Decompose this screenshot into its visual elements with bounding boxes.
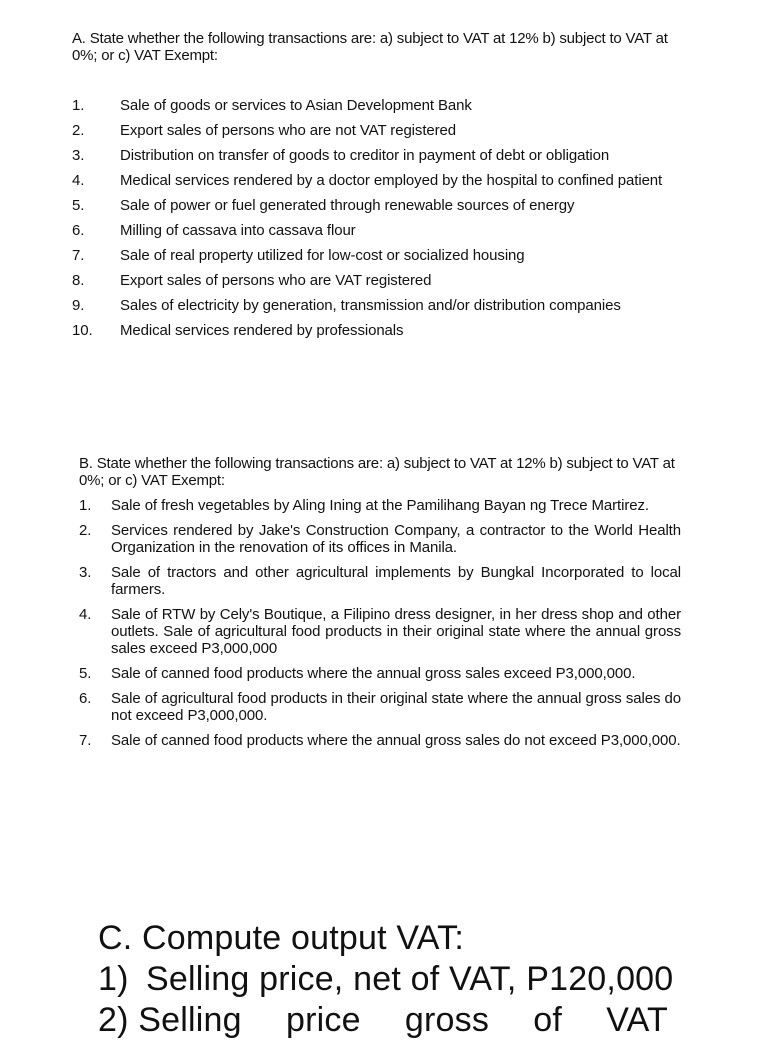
item-number: 10.: [72, 322, 93, 339]
list-item: [0, 606, 768, 657]
item-text: Sale of canned food products where the annual gross sales do not exceed P3,000,000.: [111, 732, 681, 749]
item-text: Sale of RTW by Cely's Boutique, a Filipino dress designer, in her dress shop and other outlets. Sale of agricultural food products in their original state where the annual gross sales exceed P3,000,000: [111, 606, 681, 657]
list-item: [0, 732, 768, 749]
line-text: Selling price, net of VAT, P120,000: [146, 960, 674, 998]
item-number: 1.: [72, 97, 85, 114]
list-item: [0, 172, 768, 189]
line-word: price: [285, 1001, 361, 1039]
section-b-instruction: B. State whether the following transactions are: a) subject to VAT at 12% b) subject to VAT at 0%; or c) VAT Exempt:: [79, 455, 675, 489]
item-text: Medical services rendered by professionals: [120, 322, 404, 339]
item-text: Sale of tractors and other agricultural implements by Bungkal Incorporated to local farmers.: [111, 564, 681, 598]
item-number: 8.: [72, 272, 85, 289]
item-number: 2.: [79, 522, 92, 539]
item-text: Export sales of persons who are not VAT registered: [120, 122, 457, 139]
item-number: 4.: [72, 172, 85, 189]
item-number: 3.: [79, 564, 92, 581]
list-item: [0, 522, 768, 556]
section-c: [0, 918, 768, 1041]
list-item: [0, 147, 768, 164]
section-c-line-2: [0, 1000, 768, 1041]
line-word: of: [533, 1001, 563, 1039]
section-a-list: [0, 97, 768, 339]
list-item: [0, 564, 768, 598]
list-item: [0, 122, 768, 139]
section-a-instruction: A. State whether the following transactions are: a) subject to VAT at 12% b) subject to VAT at 0%; or c) VAT Exempt:: [72, 30, 668, 64]
section-a: [0, 30, 768, 347]
item-number: 5.: [79, 665, 92, 682]
list-item: [0, 297, 768, 314]
item-number: 9.: [72, 297, 85, 314]
item-number: 7.: [72, 247, 85, 264]
item-number: 3.: [72, 147, 85, 164]
list-item: [0, 97, 768, 114]
section-b-list: [0, 497, 768, 749]
item-text: Sales of electricity by generation, transmission and/or distribution companies: [120, 297, 621, 314]
list-item: [0, 497, 768, 514]
item-number: 7.: [79, 732, 92, 749]
item-text: Export sales of persons who are VAT registered: [120, 272, 432, 289]
item-text: Sale of goods or services to Asian Development Bank: [120, 97, 472, 114]
section-c-line-1: [0, 959, 768, 1000]
item-number: 4.: [79, 606, 92, 623]
section-b: [0, 455, 768, 757]
item-text: Medical services rendered by a doctor employed by the hospital to confined patient: [120, 172, 663, 189]
list-item: [0, 322, 768, 339]
list-item: [0, 247, 768, 264]
item-text: Sale of agricultural food products in their original state where the annual gross sales do not exceed P3,000,000.: [111, 690, 681, 724]
item-number: 6.: [72, 222, 85, 239]
list-item: [0, 690, 768, 724]
item-number: 1.: [79, 497, 92, 514]
item-text: Sale of fresh vegetables by Aling Ining at the Pamilihang Bayan ng Trece Martirez.: [111, 497, 649, 514]
item-text: Sale of real property utilized for low-cost or socialized housing: [120, 247, 525, 264]
item-text: Distribution on transfer of goods to creditor in payment of debt or obligation: [120, 147, 610, 164]
item-text: Milling of cassava into cassava flour: [120, 222, 356, 239]
list-item: [0, 665, 768, 682]
section-c-heading: C. Compute output VAT:: [98, 919, 464, 957]
item-text: Sale of canned food products where the annual gross sales exceed P3,000,000.: [111, 665, 636, 682]
list-item: [0, 272, 768, 289]
line-number: 1): [98, 960, 129, 998]
item-number: 2.: [72, 122, 85, 139]
list-item: [0, 197, 768, 214]
item-text: Sale of power or fuel generated through renewable sources of energy: [120, 197, 575, 214]
line-word: VAT: [606, 1001, 668, 1039]
line-word: gross: [404, 1001, 490, 1039]
item-text: Services rendered by Jake's Construction Company, a contractor to the World Health Organization in the renovation of its offices in Manila.: [111, 522, 681, 556]
list-item: [0, 222, 768, 239]
item-number: 5.: [72, 197, 85, 214]
line-word: 2) Selling: [98, 1001, 242, 1039]
item-number: 6.: [79, 690, 92, 707]
